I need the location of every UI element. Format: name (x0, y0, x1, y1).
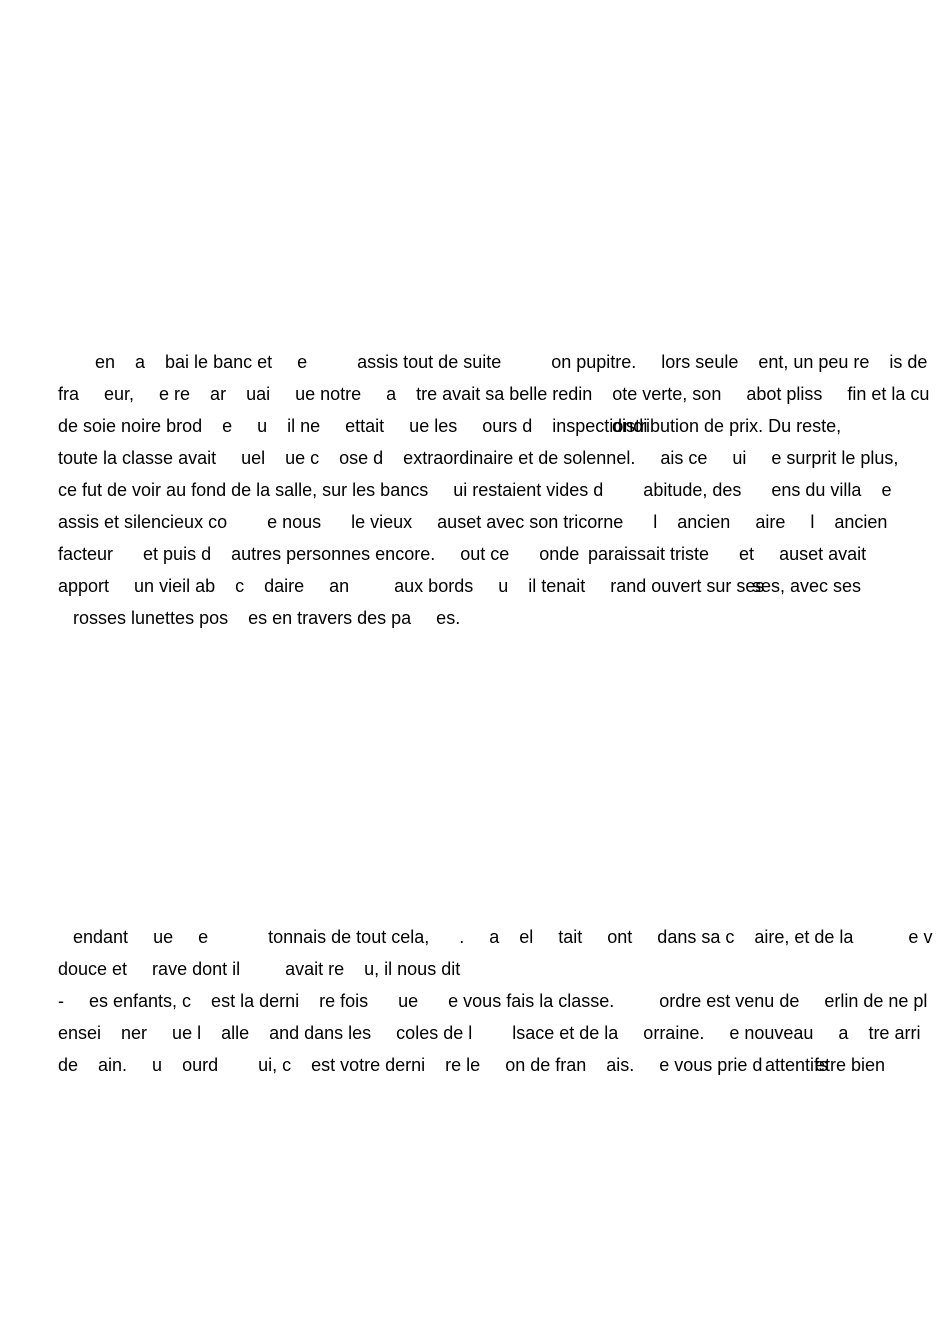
paragraph-line (0, 989, 950, 1021)
paragraph-line (0, 510, 950, 542)
paragraph-line (0, 606, 950, 638)
line-text: assis et silencieux co e nous le vieux auset avec son tricorne l ancien aire l ancien (58, 512, 888, 532)
line-text: ce fut de voir au fond de la salle, sur les bancs ui restaient vides d abitude, des ens du villa e (58, 480, 892, 500)
line-text: rosses lunettes pos es en travers des pa es. (58, 608, 461, 628)
paragraph-line (0, 542, 950, 574)
line-text-overlap: paraissait triste et auset avait (588, 544, 867, 564)
line-text-overlap: etre bien (815, 1055, 886, 1075)
line-text: de ain. u ourd ui, c est votre derni re le on de fran ais. e vous prie d (58, 1055, 763, 1075)
paragraph-line (0, 414, 950, 446)
paragraph-line (0, 382, 950, 414)
line-text: douce et rave dont il avait re u, il nous dit (58, 959, 461, 979)
paragraph-line (0, 957, 950, 989)
line-text: en a bai le banc et e assis tout de suite on pupitre. lors seule ent, un peu re is de (95, 352, 928, 372)
line-text: ensei ner ue l alle and dans les coles de l lsace et de la orraine. e nouveau a tre arri (58, 1023, 921, 1043)
line-text: facteur et puis d autres personnes encore. out ce onde (58, 544, 580, 564)
line-text-overlap: ses, avec ses (752, 576, 862, 596)
line-text: apport un vieil ab c daire an aux bords u il tenait rand ouvert sur ses (58, 576, 765, 596)
line-text: fra eur, e re ar uai ue notre a tre avait sa belle redin ote verte, son abot pliss fin et la cu (58, 384, 930, 404)
paragraph-line (0, 1053, 950, 1085)
line-text: - es enfants, c est la derni re fois ue e vous fais la classe. ordre est venu de erlin de ne pl (58, 991, 928, 1011)
paragraph-line (0, 925, 950, 957)
paragraph-line (0, 446, 950, 478)
line-text: de soie noire brod e u il ne ettait ue les ours d inspectiondi (58, 416, 648, 436)
paragraph-line (0, 574, 950, 606)
paragraph-line (0, 478, 950, 510)
line-text-overlap: attentifs (765, 1055, 829, 1075)
paragraph-line (0, 1021, 950, 1053)
line-text-overlap: distribution de prix. Du reste, (612, 416, 842, 436)
line-text: endant ue e tonnais de tout cela, . a el tait ont dans sa c aire, et de la e v (58, 927, 933, 947)
paragraph-line (0, 350, 950, 382)
line-text: toute la classe avait uel ue c ose d extraordinaire et de solennel. ais ce ui e surprit le plus, (58, 448, 899, 468)
